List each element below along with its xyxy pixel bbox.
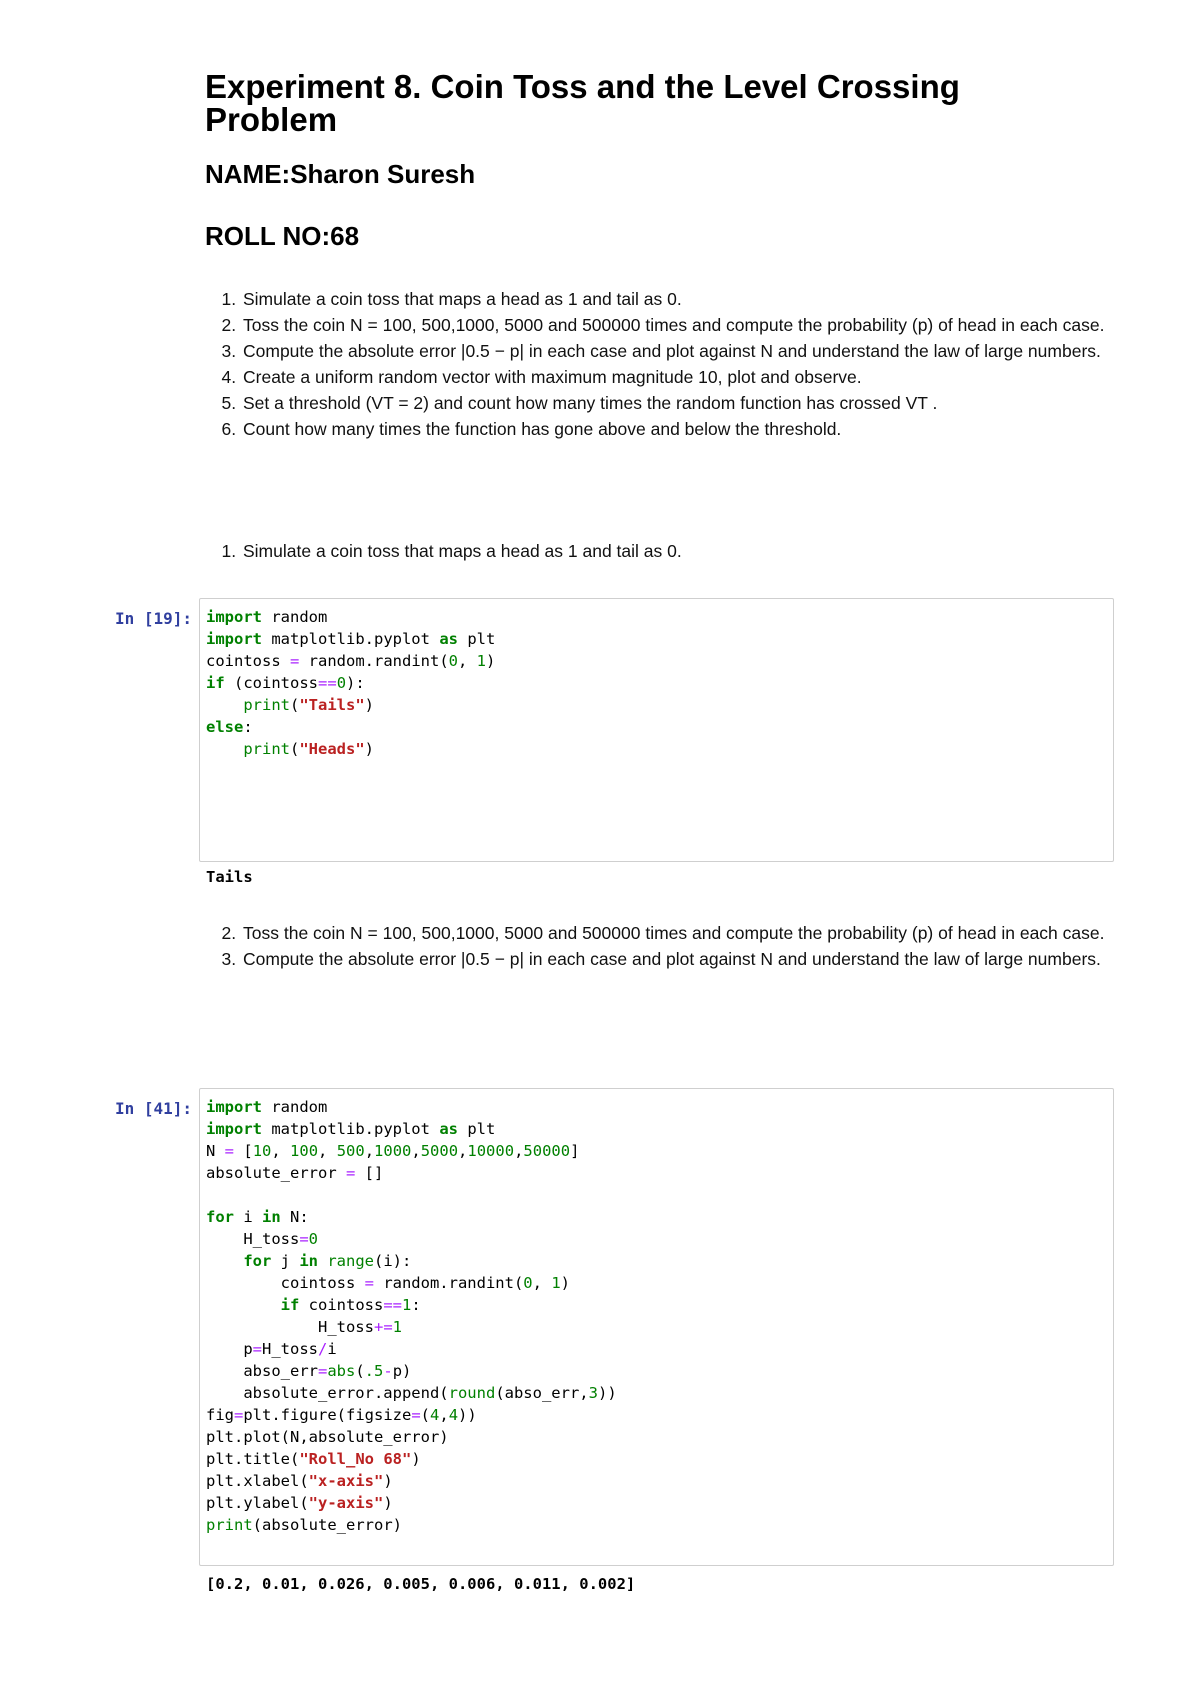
code-line[interactable]: abso_err=abs(.5-p)	[206, 1362, 412, 1380]
list-item: 1. Simulate a coin toss that maps a head as 1 and tail as 0.	[241, 286, 1141, 312]
section-1-list	[205, 538, 1141, 564]
cell-2-code-editor[interactable]	[199, 1088, 1114, 1566]
task-list	[205, 286, 1141, 442]
code-line[interactable]: import random	[206, 608, 328, 626]
code-line[interactable]: absolute_error = []	[206, 1164, 384, 1182]
code-line[interactable]: plt.ylabel("y-axis")	[206, 1494, 393, 1512]
cell-2-code[interactable]	[200, 1089, 1113, 1543]
cell-2-output: [0.2, 0.01, 0.026, 0.005, 0.006, 0.011, 0.002]	[206, 1575, 636, 1593]
code-line[interactable]: if (cointoss==0):	[206, 674, 365, 692]
list-item: 2. Toss the coin N = 100, 500,1000, 5000 and 500000 times and compute the probability (p) of head in each case.	[241, 312, 1141, 338]
list-item: 1. Simulate a coin toss that maps a head as 1 and tail as 0.	[241, 538, 1141, 564]
page-title: Experiment 8. Coin Toss and the Level Crossing Problem	[205, 68, 960, 138]
list-item: 3. Compute the absolute error |0.5 − p| in each case and plot against N and understand the law of large numbers.	[241, 338, 1141, 364]
list-item: 5. Set a threshold (VT = 2) and count how many times the random function has crossed VT .	[241, 390, 1141, 416]
list-item: 4. Create a uniform random vector with maximum magnitude 10, plot and observe.	[241, 364, 1141, 390]
code-line[interactable]: cointoss = random.randint(0, 1)	[206, 652, 496, 670]
code-line[interactable]: else:	[206, 718, 253, 736]
code-line[interactable]: fig=plt.figure(figsize=(4,4))	[206, 1406, 477, 1424]
cell-2-prompt: In [41]:	[114, 1099, 192, 1118]
cell-1-code[interactable]	[200, 599, 1113, 767]
code-line[interactable]: for i in N:	[206, 1208, 309, 1226]
code-line[interactable]: N = [10, 100, 500,1000,5000,10000,50000]	[206, 1142, 580, 1160]
code-line[interactable]: for j in range(i):	[243, 1252, 412, 1270]
code-line[interactable]: cointoss = random.randint(0, 1)	[206, 1274, 570, 1292]
list-item: 2. Toss the coin N = 100, 500,1000, 5000 and 500000 times and compute the probability (p) of head in each case.	[241, 920, 1141, 946]
code-line[interactable]: import matplotlib.pyplot as plt	[206, 630, 496, 648]
code-line[interactable]: plt.title("Roll_No 68")	[206, 1450, 421, 1468]
section-2-list	[205, 920, 1141, 972]
code-line[interactable]: p=H_toss/i	[206, 1340, 337, 1358]
cell-1-output: Tails	[206, 868, 253, 886]
list-item: 6. Count how many times the function has gone above and below the threshold.	[241, 416, 1141, 442]
code-line[interactable]: import matplotlib.pyplot as plt	[206, 1120, 496, 1138]
cell-1-prompt: In [19]:	[114, 609, 192, 628]
code-line[interactable]: H_toss=0	[206, 1230, 319, 1248]
code-line[interactable]: import random	[206, 1098, 328, 1116]
code-line[interactable]: plt.xlabel("x-axis")	[206, 1472, 393, 1490]
cell-1-code-editor[interactable]	[199, 598, 1114, 862]
list-item: 3. Compute the absolute error |0.5 − p| in each case and plot against N and understand the law of large numbers.	[241, 946, 1141, 972]
code-line[interactable]: plt.plot(N,absolute_error)	[206, 1428, 449, 1446]
code-line[interactable]: print(absolute_error)	[206, 1516, 402, 1534]
code-line[interactable]: print("Heads")	[243, 740, 375, 758]
code-line[interactable]: if cointoss==1:	[280, 1296, 421, 1314]
code-line[interactable]: H_toss+=1	[206, 1318, 403, 1336]
code-line[interactable]: print("Tails")	[243, 696, 375, 714]
roll-heading: ROLL NO:68	[205, 221, 360, 251]
code-line[interactable]: absolute_error.append(round(abso_err,3))	[206, 1384, 617, 1402]
name-heading: NAME:Sharon Suresh	[205, 159, 476, 189]
